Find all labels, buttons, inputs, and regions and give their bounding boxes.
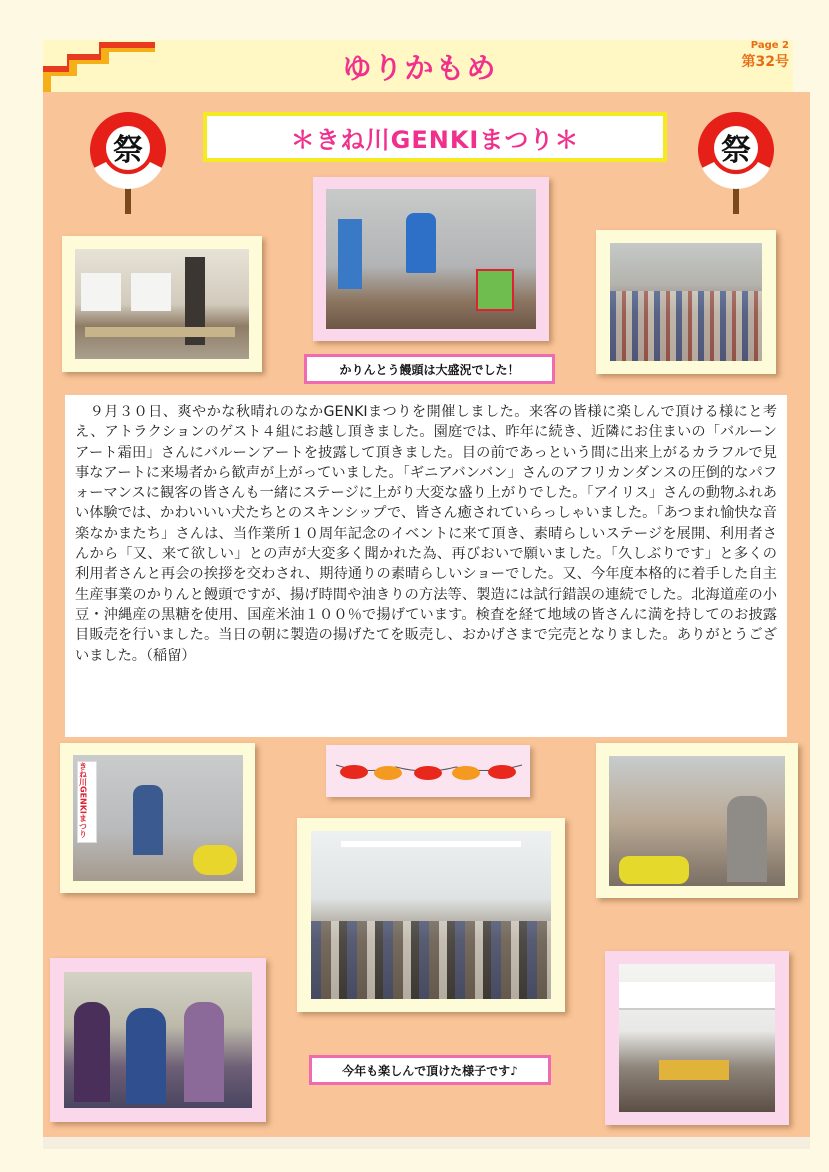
photo-courtyard-crowd [610, 243, 762, 361]
caption-top: かりんとう饅頭は大盛況でした！ [304, 354, 555, 384]
newsletter-title: ゆりかもめ [342, 51, 498, 85]
photo-frame-2 [313, 177, 549, 341]
photo-frame-7 [50, 958, 266, 1122]
page-number: Page 2 [750, 40, 789, 51]
matsuri-char-left: 祭 [113, 133, 143, 168]
photo-balloon-art [73, 755, 243, 881]
photo-frame-8 [605, 951, 789, 1125]
panel-bottom-edge [43, 1137, 810, 1149]
photo-frame-1 [62, 236, 262, 372]
matsuri-char-right: 祭 [721, 133, 751, 168]
article-body: ９月３０日、爽やかな秋晴れのなかGENKIまつりを開催しました。来客の皆様に楽しんで頂ける様にと考え、アトラクションのゲスト４組にお越し頂きました。園庭では、昨年に続き、近隣にお住まいの「バルーンアート霜田」さんにバルーンアートを披露して頂きました。目の前であっという間に出来上がるカラフルで見事なアートに来場者から歓声が上がっていました。「ギニアバンバン」さんのアフリカンダンスの圧倒的なパフォーマンスに観客の皆さんも一緒にステージに上がり大変な盛り上がりでした。「アイリス」さんの動物ふれあい体験では、かわいいい犬たちとのスキンシップで、皆さん癒されていらっしゃいました。「あつまれ愉快な音楽なかまたち」さんは、当作業所１０周年記念のイベントに来て頂き、素晴らしいステージを展開、利用者さんから「又、来て欲しい」との声が大変多く聞かれた為、再びおいで願いました。「久しぶりです」と多くの利用者さんと再会の挨拶を交わされ、期待通りの素晴らしいショーでした。又、今年度本格的に着手した自主生産事業のかりんと饅頭ですが、揚げ時間や油きりの方法等、製造には試行錯誤の連続でした。北海道産の小豆・沖縄産の黒糖を使用、国産米油１００％で揚げています。検査を経て地域の皆さんに満を持してのお披露目販売を行いました。当日の朝に製造の揚げたてを販売し、おかげさまで完売となりました。ありがとうございました。（稲留） [65, 395, 787, 737]
staircase-decoration [43, 40, 155, 92]
matsuri-fan-icon-right [696, 108, 776, 216]
photo-frame-6 [596, 743, 798, 898]
photo-tent-stall [619, 964, 775, 1112]
photo-outdoor-vendors [609, 756, 785, 886]
lantern-decoration [326, 745, 530, 797]
photo-display-table [75, 249, 249, 359]
photo-frame-3 [596, 230, 776, 374]
paper-lanterns-icon [326, 745, 530, 797]
vertical-banner: きね川GENKIまつり [78, 762, 88, 838]
photo-frame-5 [297, 818, 565, 1012]
caption-bottom: 今年も楽しんで頂けた様子です♪ [309, 1055, 551, 1085]
photo-indoor-audience [311, 831, 551, 999]
matsuri-fan-icon-left [88, 108, 168, 216]
issue-number: 第32号 [741, 54, 789, 70]
photo-group-smiling [64, 972, 252, 1108]
page-info [742, 40, 789, 71]
photo-karinto-stall [326, 189, 536, 329]
article-title: ＊きね川GENKIまつり＊ [203, 112, 667, 162]
photo-frame-4 [60, 743, 255, 893]
